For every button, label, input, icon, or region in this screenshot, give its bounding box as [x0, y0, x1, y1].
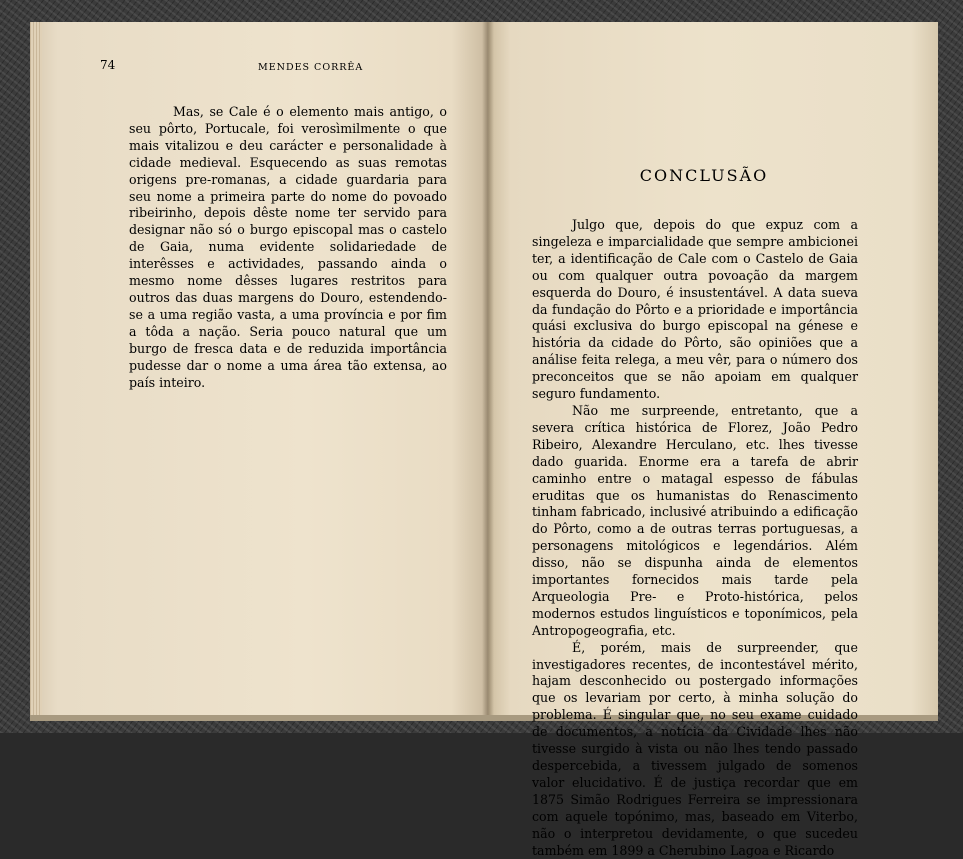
page-number: 74 [100, 58, 116, 72]
chapter-title: CONCLUSÃO [639, 166, 769, 185]
page-edges [30, 22, 42, 717]
paragraph: Mas, se Cale é o elemento mais antigo, o seu pôrto, Portucale, foi verosìmilmente o que mais vitalizou e deu carácter e personalidade à cidade medieval. Esquecendo as suas remotas origens pre-romanas, a cidade guardaria para seu nome a primeira parte do nome do povoado ribeirinho, depois dêste nome ter servido para designar não só o burgo episcopal mas o castelo de Gaia, numa evidente solidariedade de interêsses e actividades, passando ainda o mesmo nome dêsses lugares restritos para outros das duas margens do Douro, estendendo-se a uma região vasta, a uma província e por fim a tôda a nação. Seria pouco natural que um burgo de fresca data e de reduzida importância pudesse dar o nome a uma área tão extensa, ao país inteiro. [129, 104, 447, 390]
running-head: MENDES CORRÊA [258, 62, 364, 73]
left-page-text [129, 104, 447, 391]
right-page-text [532, 217, 858, 859]
paragraph: Não me surpreende, entretanto, que a severa crítica histórica de Florez, João Pedro Ribeiro, Alexandre Herculano, etc. lhes tivesse dado guarida. Enorme era a tarefa de abrir caminho entre o matagal espesso de fábulas eruditas que os humanistas do Renascimento tinham fabricado, inclusivé atribuindo a edificação do Pôrto, como a de outras terras portuguesas, a personagens mitológicos e legendários. Além disso, não se dispunha ainda de elementos importantes fornecidos mais tarde pela Arqueologia Pre- e Proto-histórica, pelos modernos estudos linguísticos e toponímicos, pela Antropogeografia, etc. [532, 402, 858, 638]
book-gutter [482, 22, 494, 717]
paragraph: É, porém, mais de surpreender, que investigadores recentes, de incontestável mérito, hajam desconhecido ou postergado informações que os levariam por certo, à minha solução do problema. É singular que, no seu exame cuidado de documentos, a notícia da Cividade lhes não tivesse surgido à vista ou não lhes tendo passado despercebida, a tivessem julgado de somenos valor elucidativo. É de justiça recordar que em 1875 Simão Rodrigues Ferreira se impressionara com aquele topónimo, mas, baseado em Viterbo, não o interpretou devidamente, o que sucedeu também em 1899 a Cherubino Lagoa e Ricardo [532, 639, 858, 858]
paragraph: Julgo que, depois do que expuz com a singeleza e imparcialidade que sempre ambicionei ter, a identificação de Cale com o Castelo de Gaia ou com qualquer outra povoação da margem esquerda do Douro, é insustentável. A data sueva da fundação do Pôrto e a prioridade e importância quási exclusiva do burgo episcopal na génese e história da cidade do Pôrto, são opiniões que a análise feita relega, a meu vêr, para o número dos preconceitos que se não apoiam em qualquer seguro fundamento. [532, 217, 858, 402]
